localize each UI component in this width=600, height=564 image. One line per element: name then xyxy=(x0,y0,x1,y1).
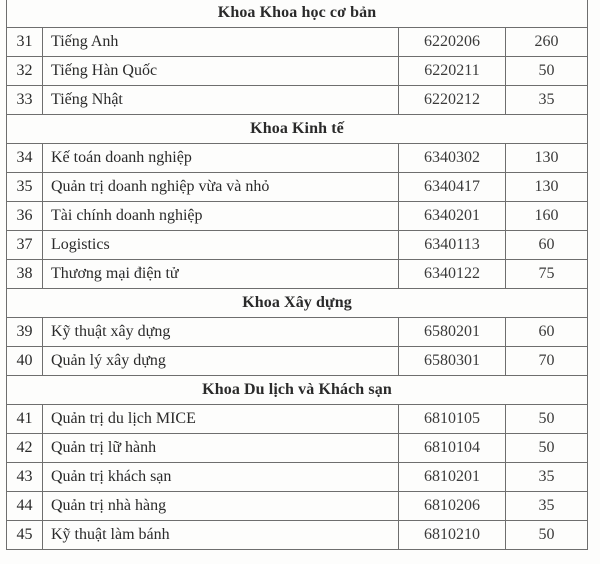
quota: 60 xyxy=(506,318,588,347)
major-code: 6580301 xyxy=(399,347,506,376)
major-name: Kế toán doanh nghiệp xyxy=(43,144,399,173)
major-name: Logistics xyxy=(43,231,399,260)
row-number: 44 xyxy=(7,492,43,521)
group-header-row xyxy=(7,289,588,318)
row-number: 41 xyxy=(7,405,43,434)
quota: 35 xyxy=(506,86,588,115)
major-code: 6220206 xyxy=(399,28,506,57)
major-code: 6340113 xyxy=(399,231,506,260)
major-name: Tiếng Anh xyxy=(43,28,399,57)
major-name: Tài chính doanh nghiệp xyxy=(43,202,399,231)
quota: 260 xyxy=(506,28,588,57)
table-row xyxy=(7,521,588,550)
group-header-row xyxy=(7,115,588,144)
table-row xyxy=(7,347,588,376)
table-row xyxy=(7,144,588,173)
row-number: 40 xyxy=(7,347,43,376)
major-code: 6810105 xyxy=(399,405,506,434)
table-row xyxy=(7,405,588,434)
quota: 50 xyxy=(506,57,588,86)
table-row xyxy=(7,231,588,260)
table-row xyxy=(7,86,588,115)
row-number: 42 xyxy=(7,434,43,463)
row-number: 38 xyxy=(7,260,43,289)
major-name: Tiếng Hàn Quốc xyxy=(43,57,399,86)
quota: 130 xyxy=(506,173,588,202)
major-name: Quản lý xây dựng xyxy=(43,347,399,376)
quota: 70 xyxy=(506,347,588,376)
row-number: 39 xyxy=(7,318,43,347)
major-code: 6340201 xyxy=(399,202,506,231)
major-name: Quản trị lữ hành xyxy=(43,434,399,463)
major-name: Thương mại điện tử xyxy=(43,260,399,289)
major-code: 6340302 xyxy=(399,144,506,173)
major-name: Quản trị doanh nghiệp vừa và nhỏ xyxy=(43,173,399,202)
quota: 35 xyxy=(506,492,588,521)
quota: 35 xyxy=(506,463,588,492)
major-name: Kỹ thuật xây dựng xyxy=(43,318,399,347)
quota: 130 xyxy=(506,144,588,173)
major-name: Quản trị nhà hàng xyxy=(43,492,399,521)
major-code: 6810201 xyxy=(399,463,506,492)
table-row xyxy=(7,434,588,463)
major-code: 6220212 xyxy=(399,86,506,115)
table-row xyxy=(7,202,588,231)
row-number: 33 xyxy=(7,86,43,115)
quota: 50 xyxy=(506,405,588,434)
major-code: 6220211 xyxy=(399,57,506,86)
row-number: 43 xyxy=(7,463,43,492)
quota: 60 xyxy=(506,231,588,260)
row-number: 36 xyxy=(7,202,43,231)
major-code: 6810206 xyxy=(399,492,506,521)
major-name: Kỹ thuật làm bánh xyxy=(43,521,399,550)
quota: 75 xyxy=(506,260,588,289)
major-code: 6340417 xyxy=(399,173,506,202)
row-number: 37 xyxy=(7,231,43,260)
major-name: Quản trị du lịch MICE xyxy=(43,405,399,434)
majors-table xyxy=(6,0,588,550)
major-code: 6580201 xyxy=(399,318,506,347)
major-name: Tiếng Nhật xyxy=(43,86,399,115)
table-row xyxy=(7,318,588,347)
quota: 50 xyxy=(506,434,588,463)
group-title: Khoa Kinh tế xyxy=(7,115,588,144)
table-row xyxy=(7,28,588,57)
quota: 50 xyxy=(506,521,588,550)
table-row xyxy=(7,463,588,492)
table-row xyxy=(7,260,588,289)
group-title: Khoa Xây dựng xyxy=(7,289,588,318)
table-row xyxy=(7,57,588,86)
row-number: 34 xyxy=(7,144,43,173)
major-code: 6340122 xyxy=(399,260,506,289)
group-header-row xyxy=(7,0,588,28)
group-title: Khoa Khoa học cơ bản xyxy=(7,0,588,28)
group-title: Khoa Du lịch và Khách sạn xyxy=(7,376,588,405)
quota: 160 xyxy=(506,202,588,231)
table-row xyxy=(7,173,588,202)
major-code: 6810210 xyxy=(399,521,506,550)
row-number: 35 xyxy=(7,173,43,202)
row-number: 32 xyxy=(7,57,43,86)
major-name: Quản trị khách sạn xyxy=(43,463,399,492)
major-code: 6810104 xyxy=(399,434,506,463)
row-number: 45 xyxy=(7,521,43,550)
table-row xyxy=(7,492,588,521)
group-header-row xyxy=(7,376,588,405)
row-number: 31 xyxy=(7,28,43,57)
